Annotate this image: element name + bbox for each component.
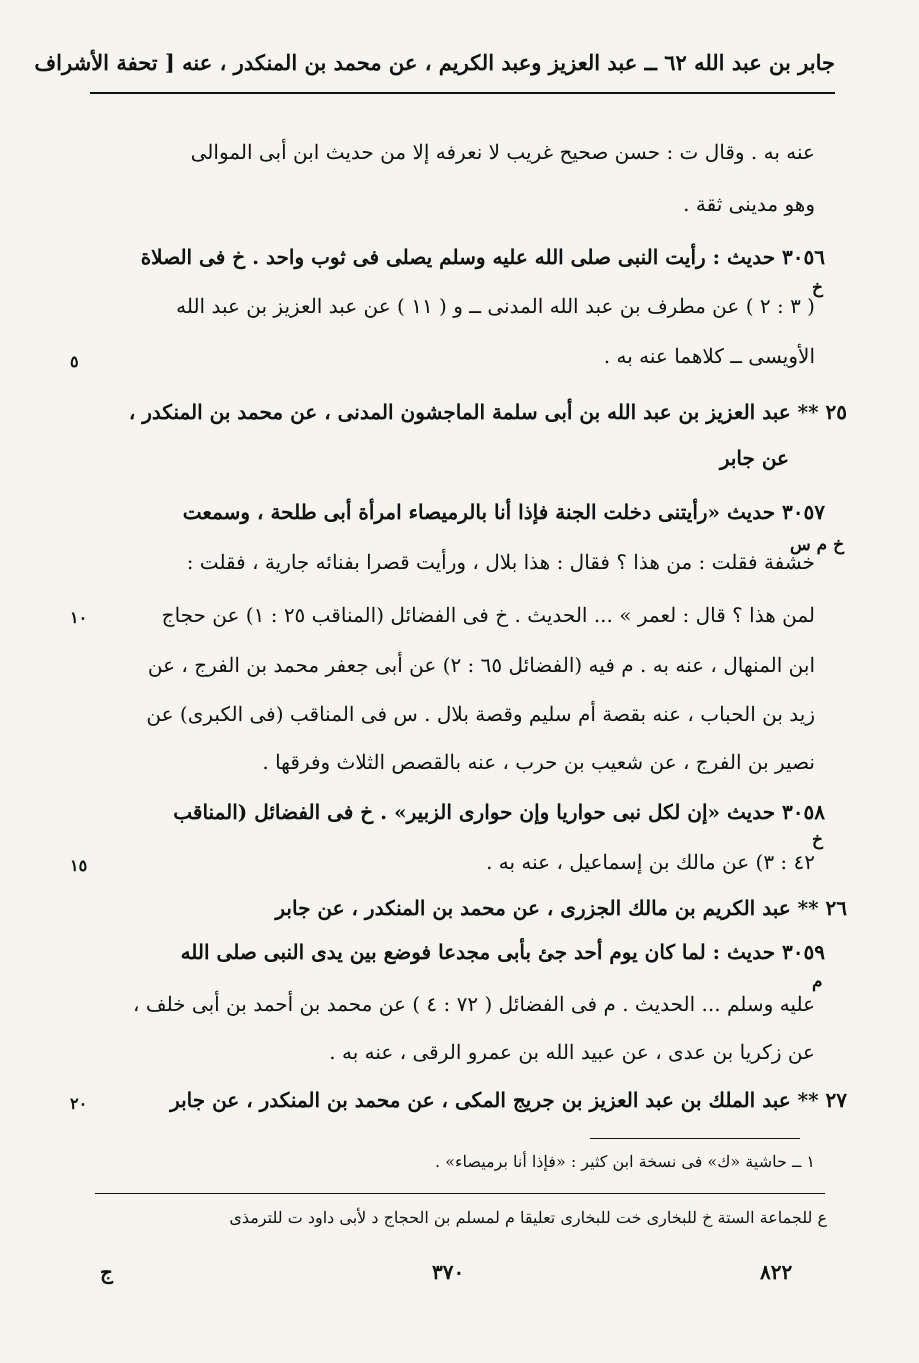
line-number: ٥ [70,352,79,371]
text-line: ٤٢ : ٣) عن مالك بن إسماعيل ، عنه به . [486,850,815,874]
narrator-heading-27: ٢٧ ** عبد الملك بن عبد العزيز بن جريج المكى ، عن محمد بن المنكدر ، عن جابر [170,1088,847,1112]
text-line: عن زكريا بن عدى ، عن عبيد الله بن عمرو الرقى ، عنه به . [329,1040,815,1064]
hadith-3057-line: ٣٠٥٧ حديث «رأيتنى دخلت الجنة فإذا أنا بالرميصاء امرأة أبى طلحة ، وسمعت [182,500,825,524]
text-line: ابن المنهال ، عنه به . م فيه (الفضائل ٦٥ : ٢) عن أبى جعفر محمد بن الفرج ، عن [147,653,815,677]
text-line: لمن هذا ؟ قال : لعمر » ... الحديث . خ فى الفضائل (المناقب ٢٥ : ١) عن حجاج [161,603,815,627]
header-rule [90,92,835,94]
footer-rule [95,1193,825,1194]
header-title: جابر بن عبد الله ٦٢ ــ عبد العزيز وعبد الكريم ، عن محمد بن المنكدر ، عنه [ تحفة الأشراف [34,50,835,75]
narrator-heading-25-cont: عن جابر [719,446,789,470]
text-line: عنه به . وقال ت : حسن صحيح غريب لا نعرفه إلا من حديث ابن أبى الموالى [190,140,815,164]
footnote: ١ ــ حاشية «ك» فى نسخة ابن كثير : «فإذا أنا برميصاء» . [434,1152,815,1171]
abbreviation-key: ع للجماعة الستة خ للبخارى خت للبخارى تعليقا م لمسلم بن الحجاج د لأبى داود ت للترمذى [229,1208,827,1227]
narrator-heading-25: ٢٥ ** عبد العزيز بن عبد الله بن أبى سلمة الماجشون المدنى ، عن محمد بن المنكدر ، [128,400,847,424]
page-number: ٣٧٠ [432,1260,465,1284]
siglum: خ [812,278,823,298]
siglum: خ م س [790,535,845,555]
text-line: خشفة فقلت : من هذا ؟ فقال : هذا بلال ، ورأيت قصرا بفنائه جارية ، فقلت : [186,550,815,574]
line-number: ٢٠ [70,1094,88,1113]
text-line: ( ٣ : ٢ ) عن مطرف بن عبد الله المدنى ــ و ( ١١ ) عن عبد العزيز بن عبد الله [176,294,815,318]
hadith-3058-line: ٣٠٥٨ حديث «إن لكل نبى حواريا وإن حوارى الزبير» . خ فى الفضائل (المناقب [173,800,825,824]
text-line: عليه وسلم ... الحديث . م فى الفضائل ( ٧٢ : ٤ ) عن محمد بن أحمد بن أبى خلف ، [133,992,815,1016]
sequence-number: ٨٢٢ [760,1260,793,1284]
footnote-rule [590,1138,800,1139]
narrator-heading-26: ٢٦ ** عبد الكريم بن مالك الجزرى ، عن محمد بن المنكدر ، عن جابر [275,896,847,920]
line-number: ١٥ [70,856,88,875]
text-line: زيد بن الحباب ، عنه بقصة أم سليم وقصة بلال . س فى المناقب (فى الكبرى) عن [146,702,815,726]
text-line: نصير بن الفرج ، عن شعيب بن حرب ، عنه بالقصص الثلاث وفرقها . [262,750,815,774]
running-header [34,50,835,90]
hadith-3056-line: ٣٠٥٦ حديث : رأيت النبى صلى الله عليه وسلم يصلى فى ثوب واحد . خ فى الصلاة [140,245,825,269]
volume-letter: ج [100,1260,113,1284]
siglum: م [812,972,823,992]
line-number: ١٠ [70,608,88,627]
text-line: الأويسى ــ كلاهما عنه به . [603,344,815,368]
siglum: خ [812,830,823,850]
hadith-3059-line: ٣٠٥٩ حديث : لما كان يوم أحد جئ بأبى مجدعا فوضع بين يدى النبى صلى الله [180,940,825,964]
text-line: وهو مدينى ثقة . [683,192,815,216]
